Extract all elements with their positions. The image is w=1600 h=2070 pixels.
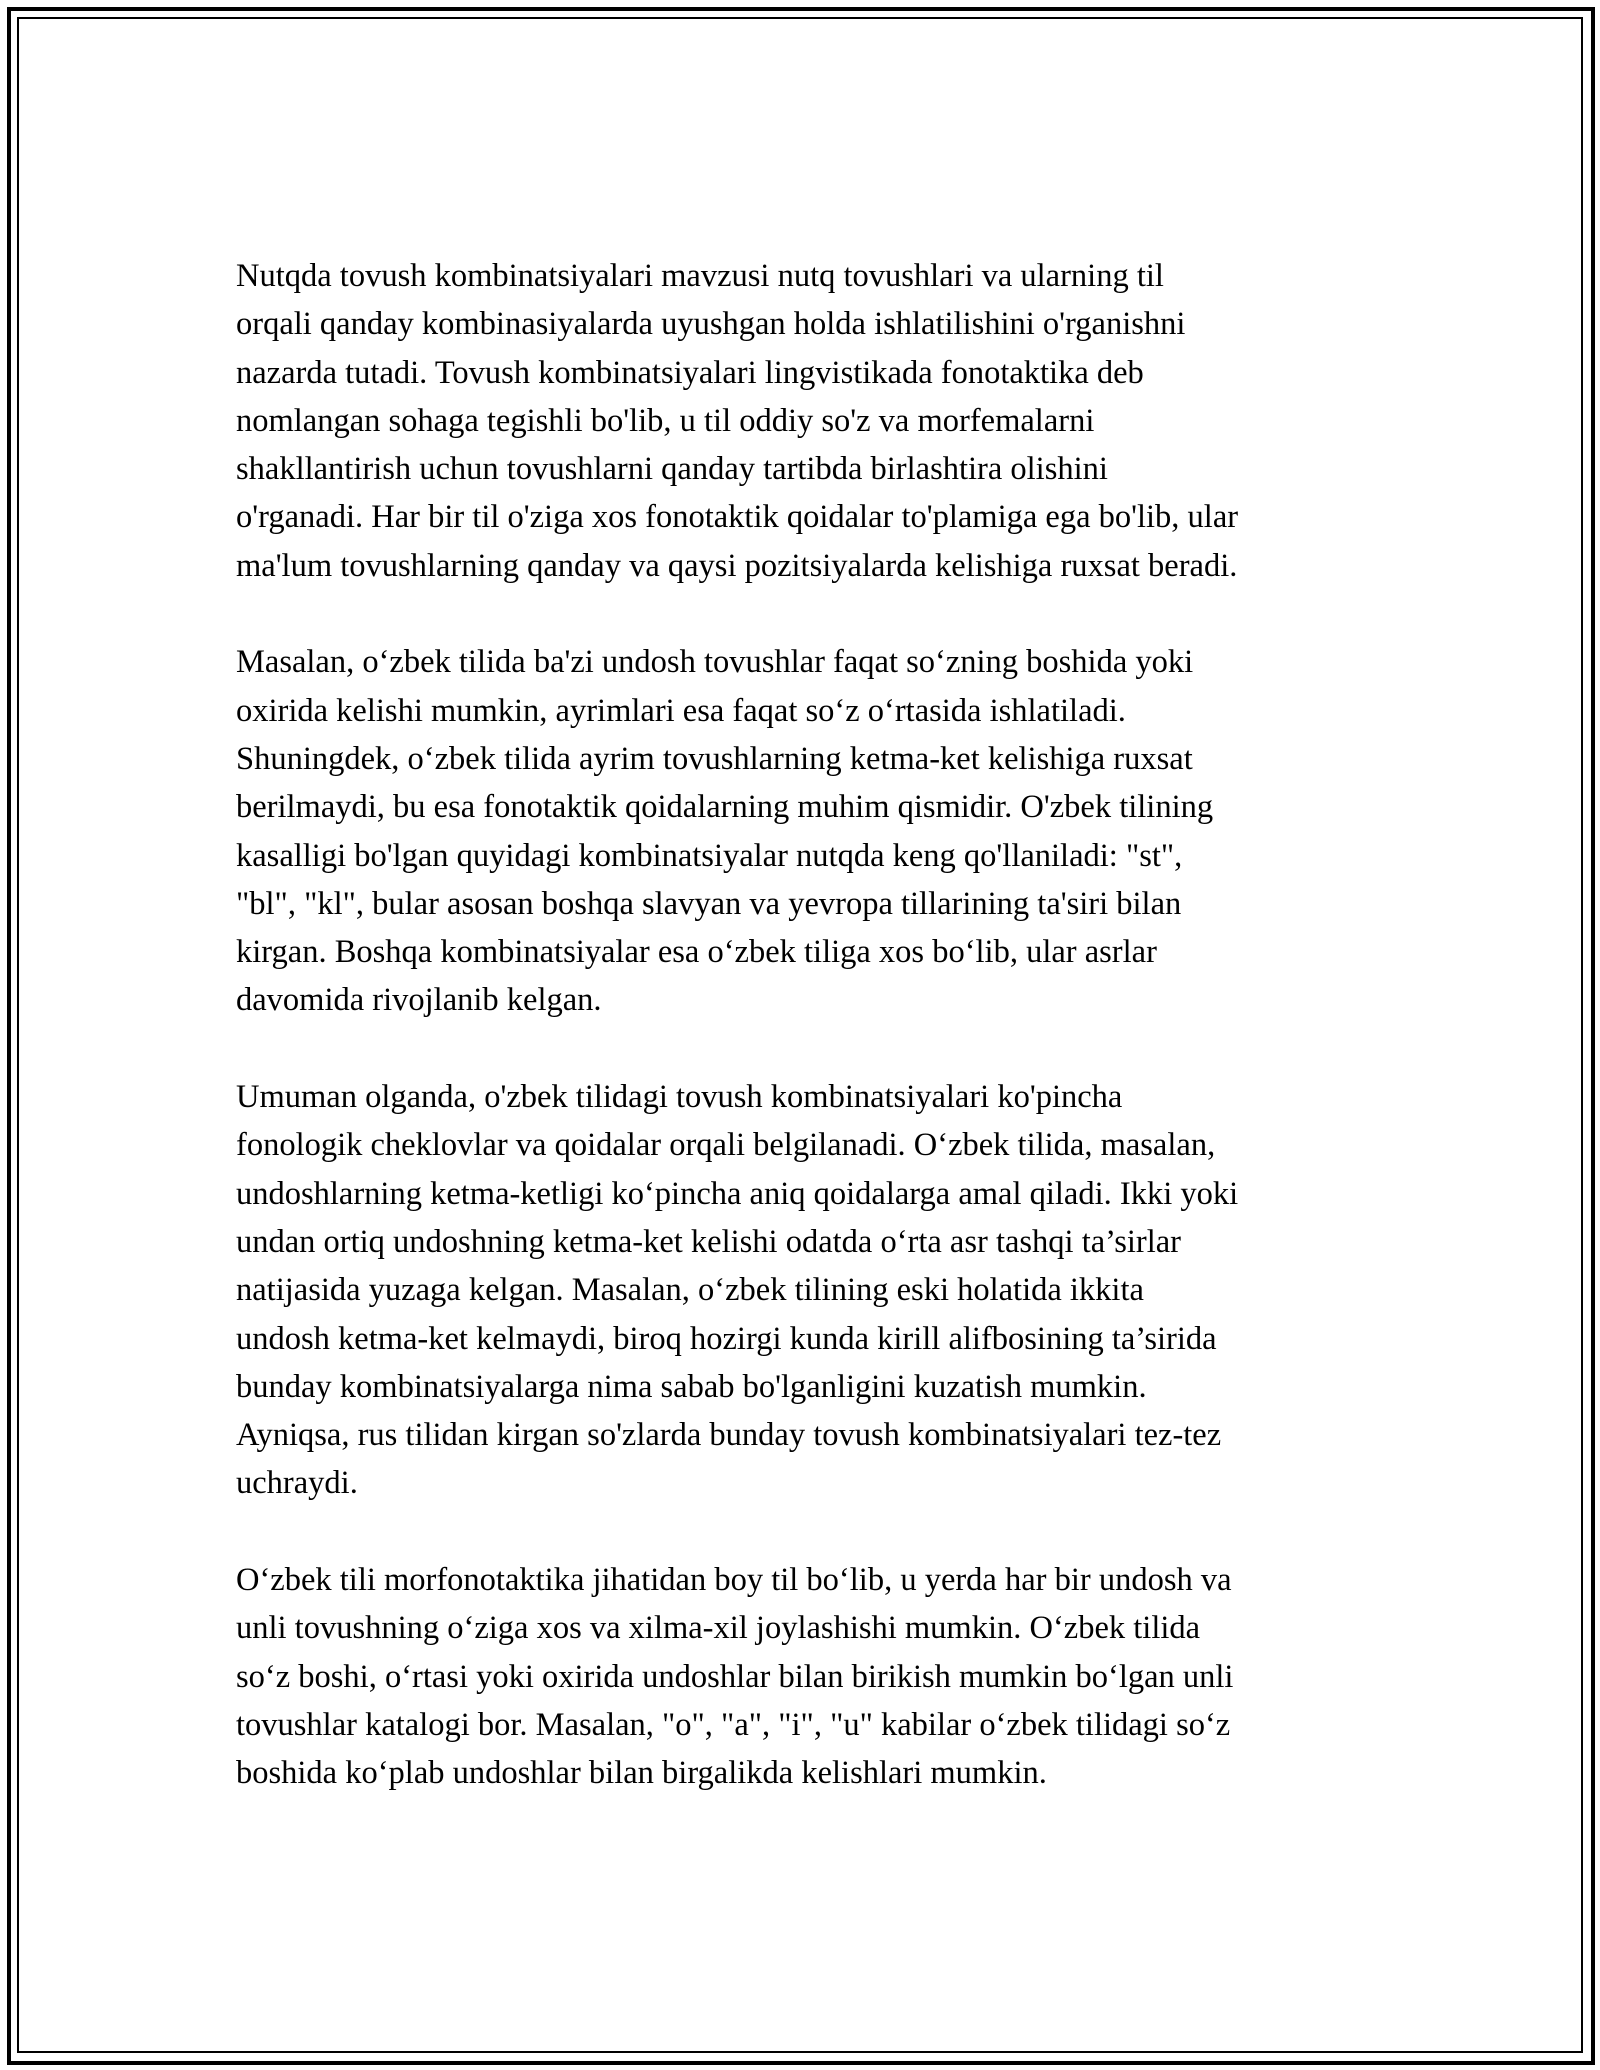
paragraph-2 (236, 638, 1386, 1024)
text-line: oxirida kelishi mumkin, ayrimlari esa faqat so‘z o‘rtasida ishlatiladi. (236, 692, 1126, 729)
text-line: O‘zbek tili morfonotaktika jihatidan boy til bo‘lib, u yerda har bir undosh va (236, 1562, 1232, 1599)
text-line: natijasida yuzaga kelgan. Masalan, o‘zbek tilining eski holatida ikkita (236, 1272, 1144, 1309)
document-body (236, 252, 1386, 1846)
text-line: kirgan. Boshqa kombinatsiyalar esa o‘zbek tiliga xos bo‘lib, ular asrlar (236, 934, 1157, 971)
text-line: fonologik cheklovlar va qoidalar orqali belgilanadi. O‘zbek tilida, masalan, (236, 1127, 1216, 1164)
text-line: kasalligi bo'lgan quyidagi kombinatsiyalar nutqda keng qo'llaniladi: "st", (236, 837, 1183, 874)
text-line: so‘z boshi, o‘rtasi yoki oxirida undoshlar bilan birikish mumkin bo‘lgan unli (236, 1658, 1234, 1695)
text-line: uchraydi. (236, 1465, 358, 1502)
text-line: o'rganadi. Har bir til o'ziga xos fonotaktik qoidalar to'plamiga ega bo'lib, ular (236, 499, 1239, 536)
text-line: undoshlarning ketma-ketligi ko‘pincha aniq qoidalarga amal qiladi. Ikki yoki (236, 1175, 1239, 1212)
text-line: davomida rivojlanib kelgan. (236, 982, 602, 1019)
text-line: shakllantirish uchun tovushlarni qanday tartibda birlashtira olishini (236, 451, 1108, 488)
text-line: "bl", "kl", bular asosan boshqa slavyan va yevropa tillarining ta'siri bilan (236, 885, 1182, 922)
text-line: tovushlar katalogi bor. Masalan, "o", "a", "i", "u" kabilar o‘zbek tilidagi so‘z (236, 1706, 1231, 1743)
text-line: boshida ko‘plab undoshlar bilan birgalikda kelishlari mumkin. (236, 1755, 1047, 1792)
text-line: Umuman olganda, o'zbek tilidagi tovush kombinatsiyalari ko'pincha (236, 1079, 1123, 1116)
text-line: Ayniqsa, rus tilidan kirgan so'zlarda bunday tovush kombinatsiyalari tez-tez (236, 1417, 1222, 1454)
paragraph-4 (236, 1556, 1386, 1797)
text-line: unli tovushning o‘ziga xos va xilma-xil joylashishi mumkin. O‘zbek tilida (236, 1610, 1201, 1647)
text-line: ma'lum tovushlarning qanday va qaysi pozitsiyalarda kelishiga ruxsat beradi. (236, 547, 1238, 584)
text-line: bunday kombinatsiyalarga nima sabab bo'lganligini kuzatish mumkin. (236, 1368, 1147, 1405)
text-line: Nutqda tovush kombinatsiyalari mavzusi nutq tovushlari va ularning til (236, 258, 1164, 294)
text-line: orqali qanday kombinasiyalarda uyushgan holda ishlatilishini o'rganishni (236, 306, 1186, 343)
text-line: Shuningdek, o‘zbek tilida ayrim tovushlarning ketma-ket kelishiga ruxsat (236, 740, 1193, 777)
paragraph-3 (236, 1073, 1386, 1508)
text-line: nazarda tutadi. Tovush kombinatsiyalari lingvistikada fonotaktika deb (236, 354, 1144, 391)
paragraph-1 (236, 252, 1386, 590)
text-line: undosh ketma-ket kelmaydi, biroq hozirgi kunda kirill alifbosining ta’sirida (236, 1320, 1217, 1357)
text-line: undan ortiq undoshning ketma-ket kelishi odatda o‘rta asr tashqi ta’sirlar (236, 1223, 1181, 1260)
text-line: Masalan, o‘zbek tilida ba'zi undosh tovushlar faqat so‘zning boshida yoki (236, 644, 1194, 681)
text-line: berilmaydi, bu esa fonotaktik qoidalarning muhim qismidir. O'zbek tilining (236, 789, 1214, 826)
text-line: nomlangan sohaga tegishli bo'lib, u til oddiy so'z va morfemalarni (236, 402, 1095, 439)
